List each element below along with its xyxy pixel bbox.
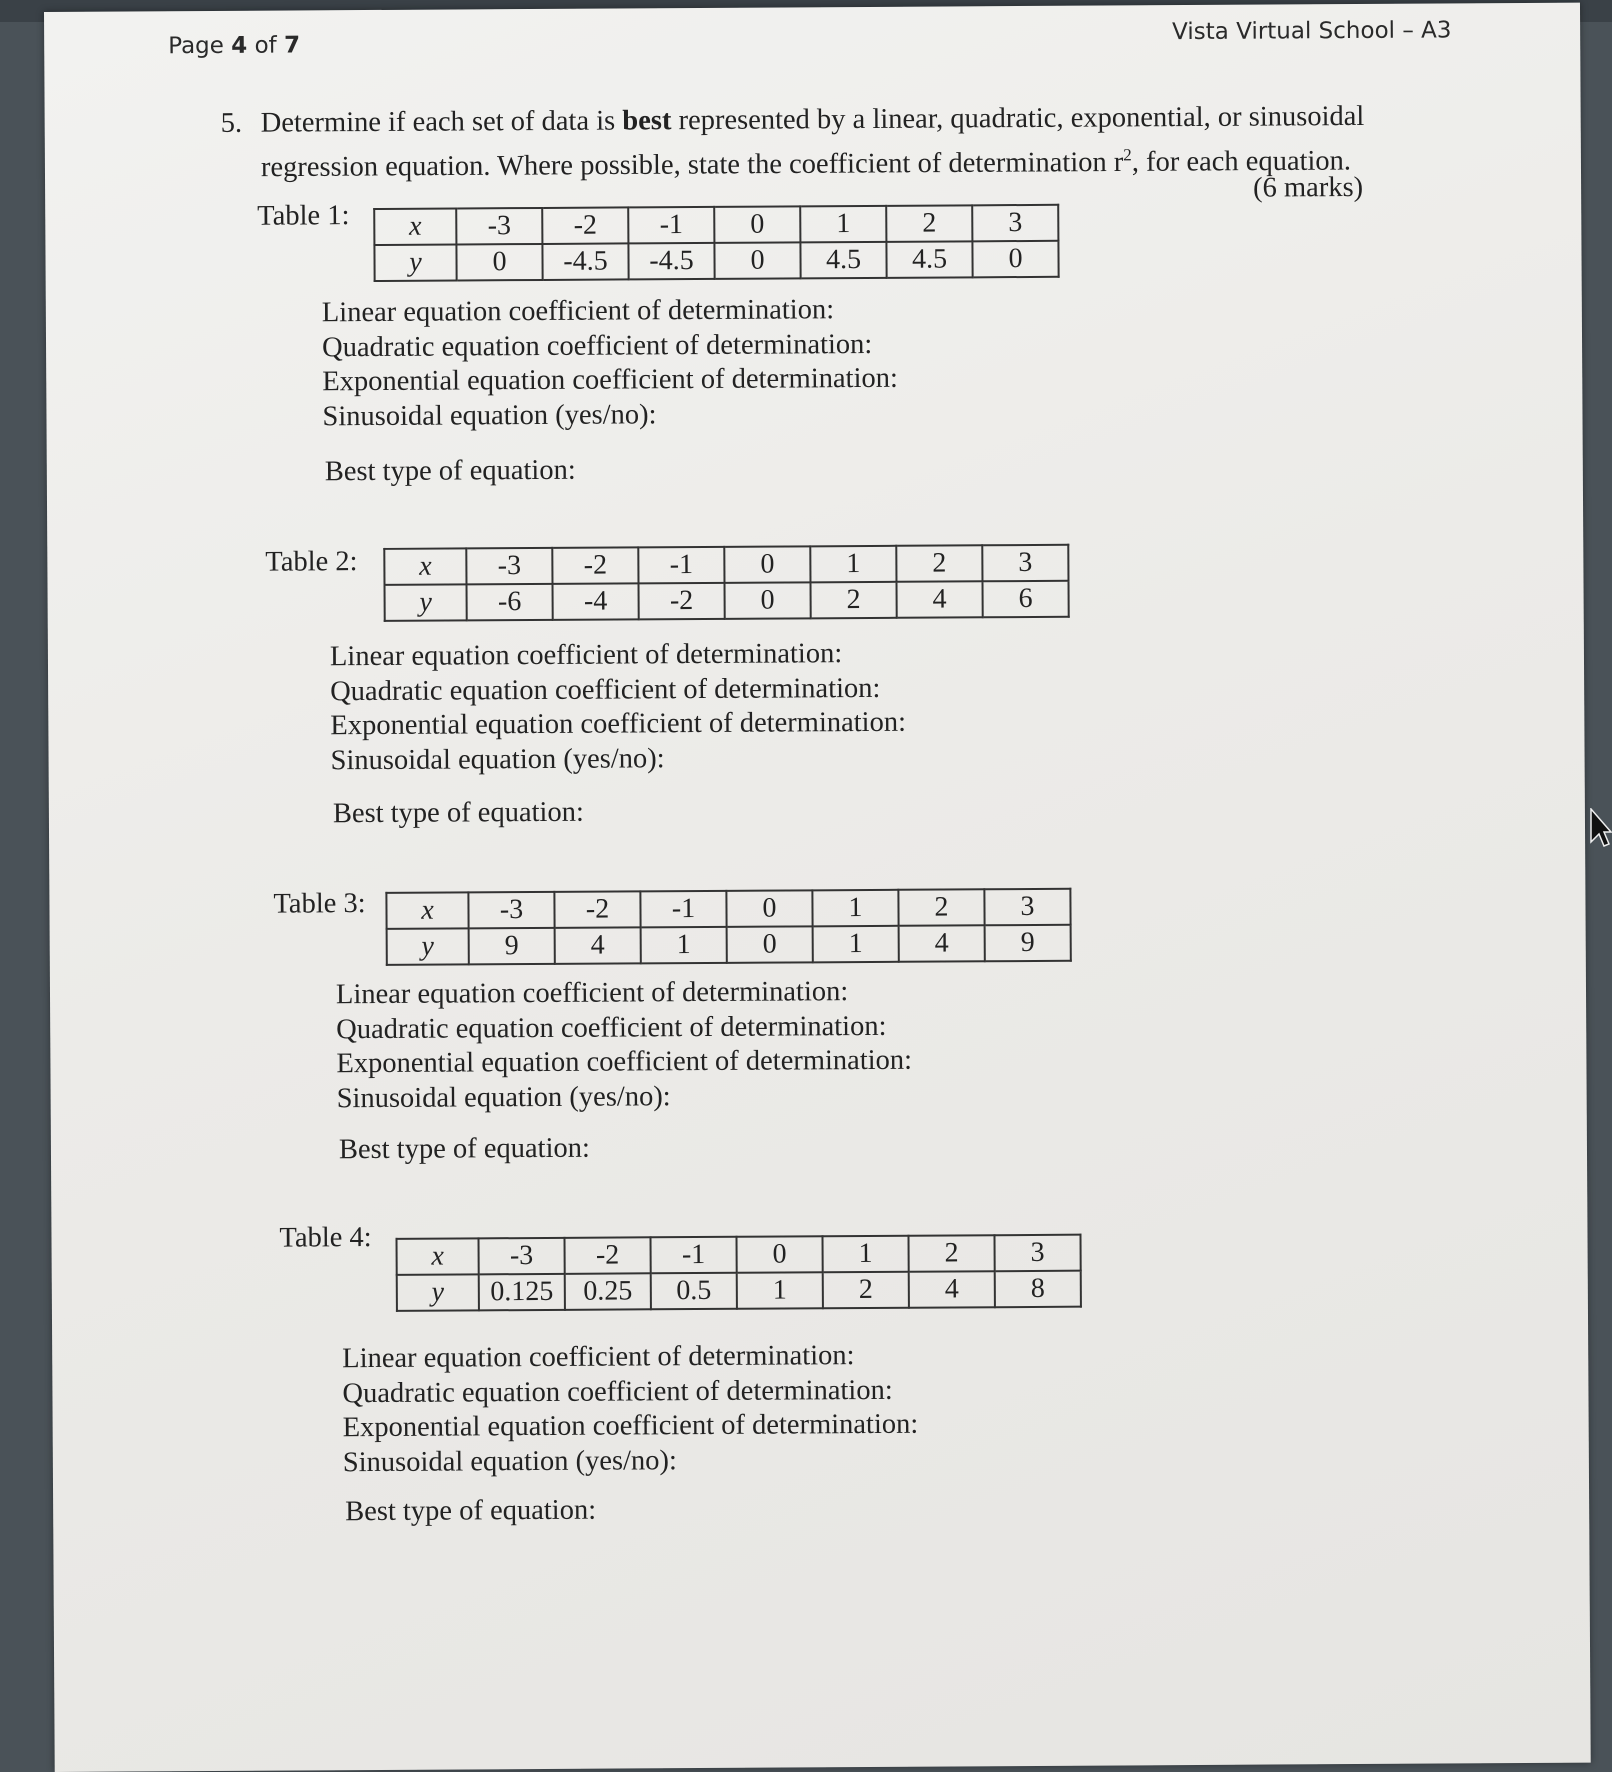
quadratic-prompt: Quadratic equation coefficient of determination:	[330, 672, 881, 707]
table-cell: 0	[456, 244, 542, 281]
table-cell-header: x	[386, 892, 468, 929]
sinusoidal-prompt: Sinusoidal equation (yes/no):	[342, 1444, 677, 1478]
exponential-prompt: Exponential equation coefficient of determination:	[322, 362, 898, 398]
question-number: 5.	[220, 107, 243, 139]
table-cell: -2	[542, 207, 628, 244]
table-cell-header: y	[397, 1274, 479, 1311]
table-cell: 2	[810, 582, 896, 619]
table-2	[383, 544, 1069, 622]
table-cell: 4.5	[886, 241, 972, 278]
school-header: Vista Virtual School – A3	[1172, 17, 1452, 46]
table-3	[385, 888, 1071, 966]
table-3-prompts	[336, 975, 912, 1117]
table-cell: 3	[982, 545, 1068, 582]
sinusoidal-prompt: Sinusoidal equation (yes/no):	[322, 398, 657, 432]
quadratic-prompt: Quadratic equation coefficient of determination:	[342, 1374, 893, 1409]
table-cell-header: y	[385, 584, 467, 621]
table-cell: 0.5	[651, 1273, 737, 1310]
table-cell: -2	[564, 1237, 650, 1274]
table-cell: 9	[469, 928, 555, 965]
table-cell: -3	[456, 208, 542, 245]
table-cell: 8	[995, 1271, 1081, 1308]
table-row-x	[374, 205, 1058, 245]
table-cell: 9	[985, 925, 1071, 962]
linear-prompt: Linear equation coefficient of determination:	[335, 976, 849, 1011]
best-type-prompt: Best type of equation:	[324, 454, 576, 488]
table-row-x	[384, 545, 1068, 585]
table-row-x	[397, 1235, 1081, 1275]
table-row-y	[385, 581, 1069, 621]
table-cell: 4	[896, 581, 982, 618]
table-row-y	[387, 925, 1071, 965]
table-cell: 4	[909, 1271, 995, 1308]
question-text: Determine if each set of data is best represented by a linear, quadratic, exponential, or sinusoidal regression equation. Where possible, state the coefficient of determination $r^2$, for each equation.	[260, 100, 1365, 184]
table-1	[373, 204, 1059, 282]
linear-prompt: Linear equation coefficient of determination:	[342, 1340, 855, 1375]
table-cell: 3	[972, 205, 1058, 242]
table-cell: 0	[972, 241, 1058, 278]
table-cell: 2	[908, 1235, 994, 1272]
table-cell: -1	[638, 547, 724, 584]
table-cell: 1	[822, 1236, 908, 1273]
table-cell: 2	[886, 205, 972, 242]
table-cell: 0.25	[565, 1273, 651, 1310]
table-cell-header: y	[387, 928, 469, 965]
page-indicator: Page 4 of 7	[168, 32, 301, 60]
table-cell: 1	[812, 890, 898, 927]
table-cell: -3	[468, 892, 554, 929]
table-cell: 1	[800, 206, 886, 243]
exponential-prompt: Exponential equation coefficient of determination:	[336, 1044, 913, 1080]
table-2-prompts	[330, 637, 906, 779]
table-cell: -3	[466, 548, 552, 585]
table-cell: 0	[726, 890, 812, 927]
question-5	[220, 97, 1491, 184]
table-cell: 2	[896, 545, 982, 582]
table-cell: 1	[737, 1272, 823, 1309]
table-cell: -4	[553, 583, 639, 620]
table-cell: 1	[810, 546, 896, 583]
table-cell: 0.125	[479, 1274, 565, 1311]
table-row-x	[386, 889, 1070, 929]
table-4	[395, 1234, 1081, 1312]
table-cell-header: y	[374, 244, 456, 281]
mouse-cursor-icon	[1590, 808, 1612, 848]
table-cell: -2	[554, 891, 640, 928]
table-cell: -6	[467, 584, 553, 621]
table-3-label: Table 3:	[273, 888, 366, 920]
table-cell: -1	[640, 891, 726, 928]
table-cell-header: x	[397, 1238, 479, 1275]
exponential-prompt: Exponential equation coefficient of determination:	[342, 1408, 919, 1444]
table-cell: -1	[650, 1237, 736, 1274]
exponential-prompt: Exponential equation coefficient of determination:	[330, 706, 907, 742]
table-cell: 0	[724, 546, 810, 583]
table-row-y	[374, 241, 1058, 281]
table-cell: 3	[984, 889, 1070, 926]
table-cell-header: x	[384, 548, 466, 585]
table-2-label: Table 2:	[265, 546, 358, 578]
table-1-prompts	[322, 293, 898, 435]
table-cell: 2	[823, 1272, 909, 1309]
table-cell: 0	[724, 582, 810, 619]
table-cell: 2	[898, 889, 984, 926]
quadratic-prompt: Quadratic equation coefficient of determination:	[336, 1010, 887, 1045]
table-4-label: Table 4:	[279, 1222, 372, 1254]
table-cell: -1	[628, 207, 714, 244]
table-cell: 4.5	[800, 242, 886, 279]
table-cell: 4	[555, 927, 641, 964]
table-cell: -2	[639, 583, 725, 620]
table-cell: 1	[813, 926, 899, 963]
table-cell: 4	[899, 925, 985, 962]
table-cell: 6	[982, 581, 1068, 618]
sinusoidal-prompt: Sinusoidal equation (yes/no):	[336, 1080, 671, 1114]
table-cell: -3	[478, 1238, 564, 1275]
table-cell-header: x	[374, 208, 456, 245]
table-row-y	[397, 1271, 1081, 1311]
table-cell: 0	[714, 206, 800, 243]
document-page	[44, 3, 1591, 1772]
linear-prompt: Linear equation coefficient of determination:	[321, 294, 835, 329]
table-1-label: Table 1:	[257, 200, 350, 232]
best-type-prompt: Best type of equation:	[345, 1494, 597, 1528]
table-4-prompts	[342, 1339, 918, 1481]
table-cell: -4.5	[542, 243, 628, 280]
quadratic-prompt: Quadratic equation coefficient of determination:	[321, 328, 873, 363]
table-cell: 0	[727, 926, 813, 963]
marks-label: (6 marks)	[1253, 171, 1364, 204]
linear-prompt: Linear equation coefficient of determination:	[329, 638, 843, 673]
table-cell: 0	[714, 242, 800, 279]
best-type-prompt: Best type of equation:	[332, 796, 584, 830]
table-cell: 1	[641, 927, 727, 964]
sinusoidal-prompt: Sinusoidal equation (yes/no):	[330, 742, 665, 776]
table-cell: -4.5	[628, 243, 714, 280]
table-cell: -2	[552, 547, 638, 584]
table-cell: 3	[994, 1235, 1080, 1272]
table-cell: 0	[736, 1236, 822, 1273]
best-type-prompt: Best type of equation:	[338, 1132, 590, 1166]
